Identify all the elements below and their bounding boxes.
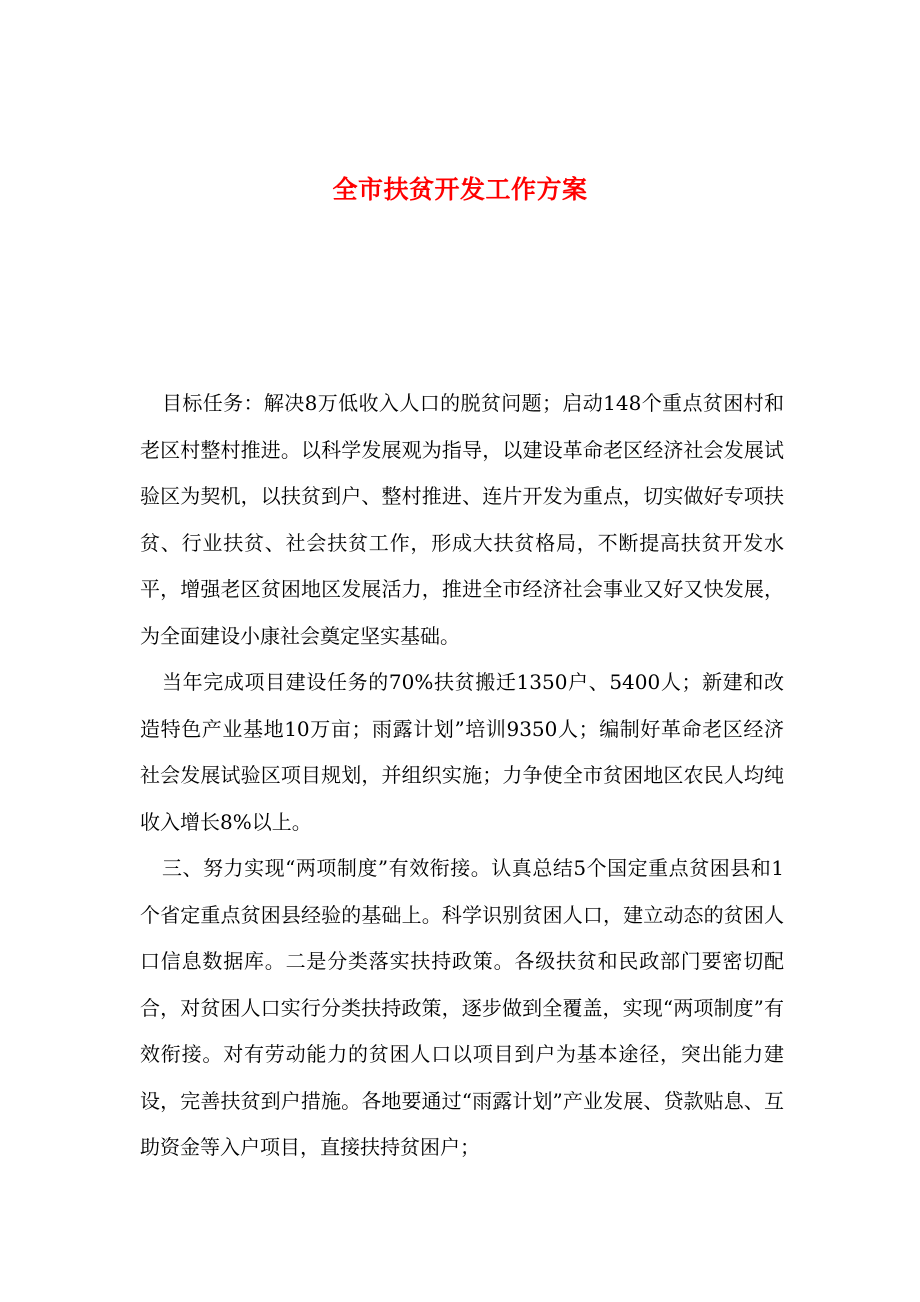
paragraph-goals: 目标任务：解决8万低收入人口的脱贫问题；启动148个重点贫困村和老区村整村推进。以科学发展观为指导，以建设革命老区经济社会发展试验区为契机，以扶贫到户、整村推进、连片开发为重点，切实做好专项扶贫、行业扶贫、社会扶贫工作，形成大扶贫格局，不断提高扶贫开发水平，增强老区贫困地区发展活力，推进全市经济社会事业又好又快发展，为全面建设小康社会奠定坚实基础。 [140, 391, 784, 648]
paragraph-annual-targets: 当年完成项目建设任务的70%扶贫搬迁1350户、5400人；新建和改造特色产业基地10万亩；雨露计划”培训9350人；编制好革命老区经济社会发展试验区项目规划，并组织实施；力争使全市贫困地区农民人均纯收入增长8%以上。 [140, 670, 784, 834]
document-title: 全市扶贫开发工作方案 [332, 175, 588, 204]
paragraph-two-systems: 三、努力实现“两项制度”有效衔接。认真总结5个国定重点贫困县和1个省定重点贫困县经验的基础上。科学识别贫困人口，建立动态的贫困人口信息数据库。二是分类落实扶持政策。各级扶贫和民政部门要密切配合，对贫困人口实行分类扶持政策，逐步做到全覆盖，实现“两项制度”有效衔接。对有劳动能力的贫困人口以项目到户为基本途径，突出能力建设，完善扶贫到户措施。各地要通过“雨露计划”产业发展、贷款贴息、互助资金等入户项目，直接扶持贫困户； [140, 856, 784, 1159]
document-body [140, 380, 784, 1171]
